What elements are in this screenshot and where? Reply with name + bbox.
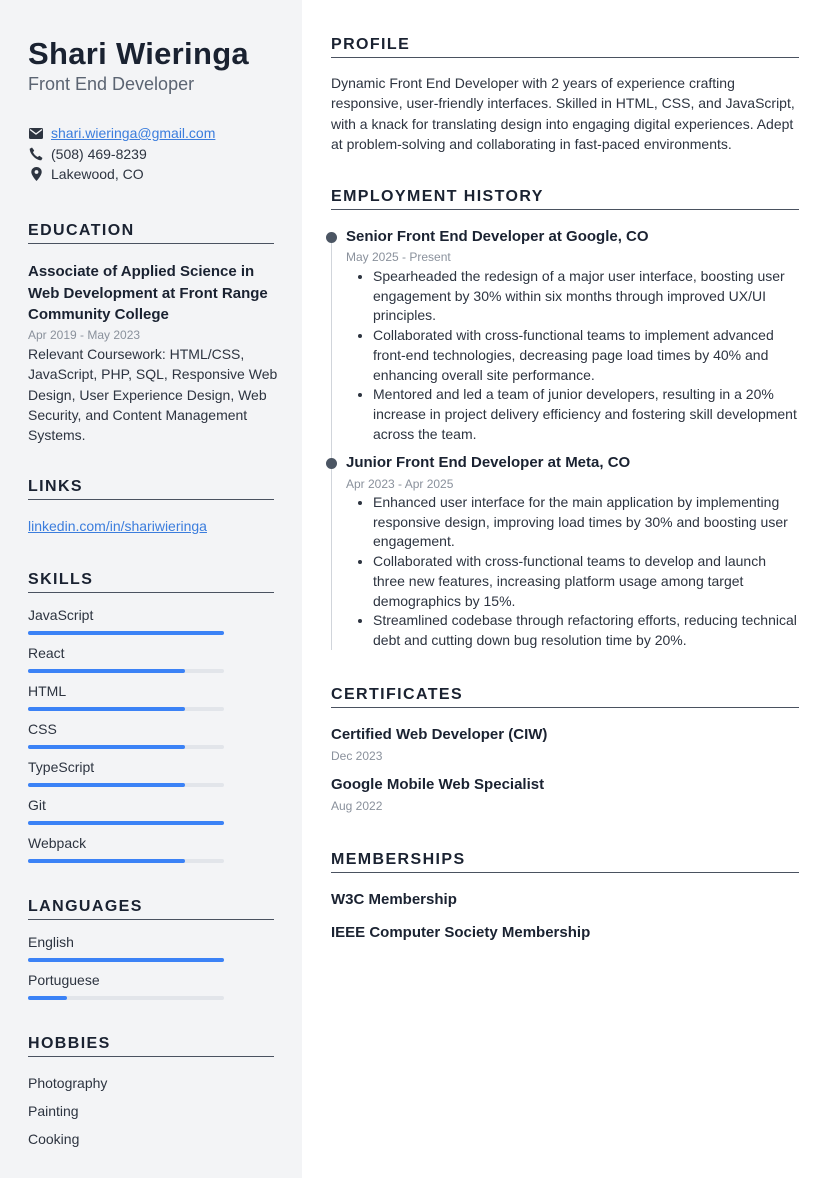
skill-label: Git xyxy=(28,797,46,813)
skill-bar-fill xyxy=(28,859,185,863)
job-dates: May 2025 - Present xyxy=(346,250,451,264)
phone-icon xyxy=(28,146,44,162)
location-text: Lakewood, CO xyxy=(51,166,144,182)
language-bar xyxy=(28,958,224,962)
skill-bar xyxy=(28,745,224,749)
employment-heading: EMPLOYMENT HISTORY xyxy=(331,188,799,210)
certificate-name: Certified Web Developer (CIW) xyxy=(331,726,548,743)
education-degree: Associate of Applied Science in Web Development at Front Range Community College xyxy=(28,263,268,323)
job-bullets xyxy=(346,493,799,651)
skill-bar xyxy=(28,707,224,711)
linkedin-link[interactable]: linkedin.com/in/shariwieringa xyxy=(28,518,207,534)
contact-location xyxy=(28,166,144,182)
skill-bar xyxy=(28,859,224,863)
languages-heading: LANGUAGES xyxy=(28,898,274,920)
skill-bar-fill xyxy=(28,783,185,787)
hobbies-heading: HOBBIES xyxy=(28,1035,274,1057)
profile-heading: PROFILE xyxy=(331,36,799,58)
skill-bar xyxy=(28,783,224,787)
email-link[interactable]: shari.wieringa@gmail.com xyxy=(51,125,216,141)
job-title: Senior Front End Developer at Google, CO xyxy=(346,228,649,245)
candidate-title: Front End Developer xyxy=(28,74,195,94)
job-bullet: • Enhanced user interface for the main application by implementing responsive design, improving load times by 30% and boosting user engagement. xyxy=(373,493,799,552)
language-label: English xyxy=(28,934,74,950)
job-bullets xyxy=(346,267,799,444)
certificate-name: Google Mobile Web Specialist xyxy=(331,776,545,793)
skill-bar xyxy=(28,631,224,635)
profile-summary: Dynamic Front End Developer with 2 years of experience crafting responsive, user-friendly interfaces. Skilled in HTML, CSS, and JavaScript, with a knack for translating design into engaging digital experiences. Adept at problem-solving and collaborating in fast-paced environments. xyxy=(331,75,795,152)
skill-bar xyxy=(28,821,224,825)
contact-phone xyxy=(28,146,147,162)
skill-label: Webpack xyxy=(28,835,87,851)
language-bar xyxy=(28,996,224,1000)
job-bullet: • Collaborated with cross-functional teams to develop and launch three new features, increasing platform usage among target demographics by 15%. xyxy=(373,552,799,611)
links-heading: LINKS xyxy=(28,478,274,500)
skill-bar-fill xyxy=(28,707,185,711)
membership-item: W3C Membership xyxy=(331,891,457,908)
skill-bar-fill xyxy=(28,669,185,673)
language-bar-fill xyxy=(28,958,224,962)
skill-label: React xyxy=(28,645,65,661)
envelope-icon xyxy=(28,125,44,141)
certificates-heading: CERTIFICATES xyxy=(331,686,799,708)
skill-label: JavaScript xyxy=(28,607,94,623)
job-bullet: • Spearheaded the redesign of a major user interface, boosting user engagement by 30% within six months through improved UX/UI principles. xyxy=(373,267,799,326)
skill-bar-fill xyxy=(28,631,224,635)
timeline-dot xyxy=(326,232,337,243)
skill-label: TypeScript xyxy=(28,759,95,775)
job-bullet: • Streamlined codebase through refactoring efforts, reducing technical debt and cutting down bug resolution time by 20%. xyxy=(373,611,799,650)
skill-bar-fill xyxy=(28,745,185,749)
timeline-line xyxy=(331,237,332,650)
hobby-item: Painting xyxy=(28,1103,79,1119)
language-bar-fill xyxy=(28,996,67,1000)
education-dates: Apr 2019 - May 2023 xyxy=(28,328,141,342)
education-heading: EDUCATION xyxy=(28,222,274,244)
phone-number: (508) 469-8239 xyxy=(51,146,147,162)
skill-bar xyxy=(28,669,224,673)
hobby-item: Photography xyxy=(28,1075,108,1091)
skill-label: CSS xyxy=(28,721,57,737)
job-bullet: • Collaborated with cross-functional teams to implement advanced front-end technologies, decreasing page load times by 40% and enhancing overall site performance. xyxy=(373,326,799,385)
job-title: Junior Front End Developer at Meta, CO xyxy=(346,454,631,471)
certificate-date: Aug 2022 xyxy=(331,799,383,813)
education-description: Relevant Coursework: HTML/CSS, JavaScript, PHP, SQL, Responsive Web Design, User Experience Design, Web Security, and Content Management Systems. xyxy=(28,346,278,444)
map-pin-icon xyxy=(28,166,44,182)
job-bullet: • Mentored and led a team of junior developers, resulting in a 20% increase in project delivery efficiency and fostering skill development across the team. xyxy=(373,385,799,444)
membership-item: IEEE Computer Society Membership xyxy=(331,924,591,941)
job-dates: Apr 2023 - Apr 2025 xyxy=(346,477,454,491)
skill-bar-fill xyxy=(28,821,224,825)
skills-heading: SKILLS xyxy=(28,571,274,593)
timeline-dot xyxy=(326,458,337,469)
certificate-date: Dec 2023 xyxy=(331,749,383,763)
contact-email xyxy=(28,125,215,141)
hobby-item: Cooking xyxy=(28,1131,80,1147)
skill-label: HTML xyxy=(28,683,67,699)
candidate-name: Shari Wieringa xyxy=(28,36,249,71)
language-label: Portuguese xyxy=(28,972,100,988)
memberships-heading: MEMBERSHIPS xyxy=(331,851,799,873)
